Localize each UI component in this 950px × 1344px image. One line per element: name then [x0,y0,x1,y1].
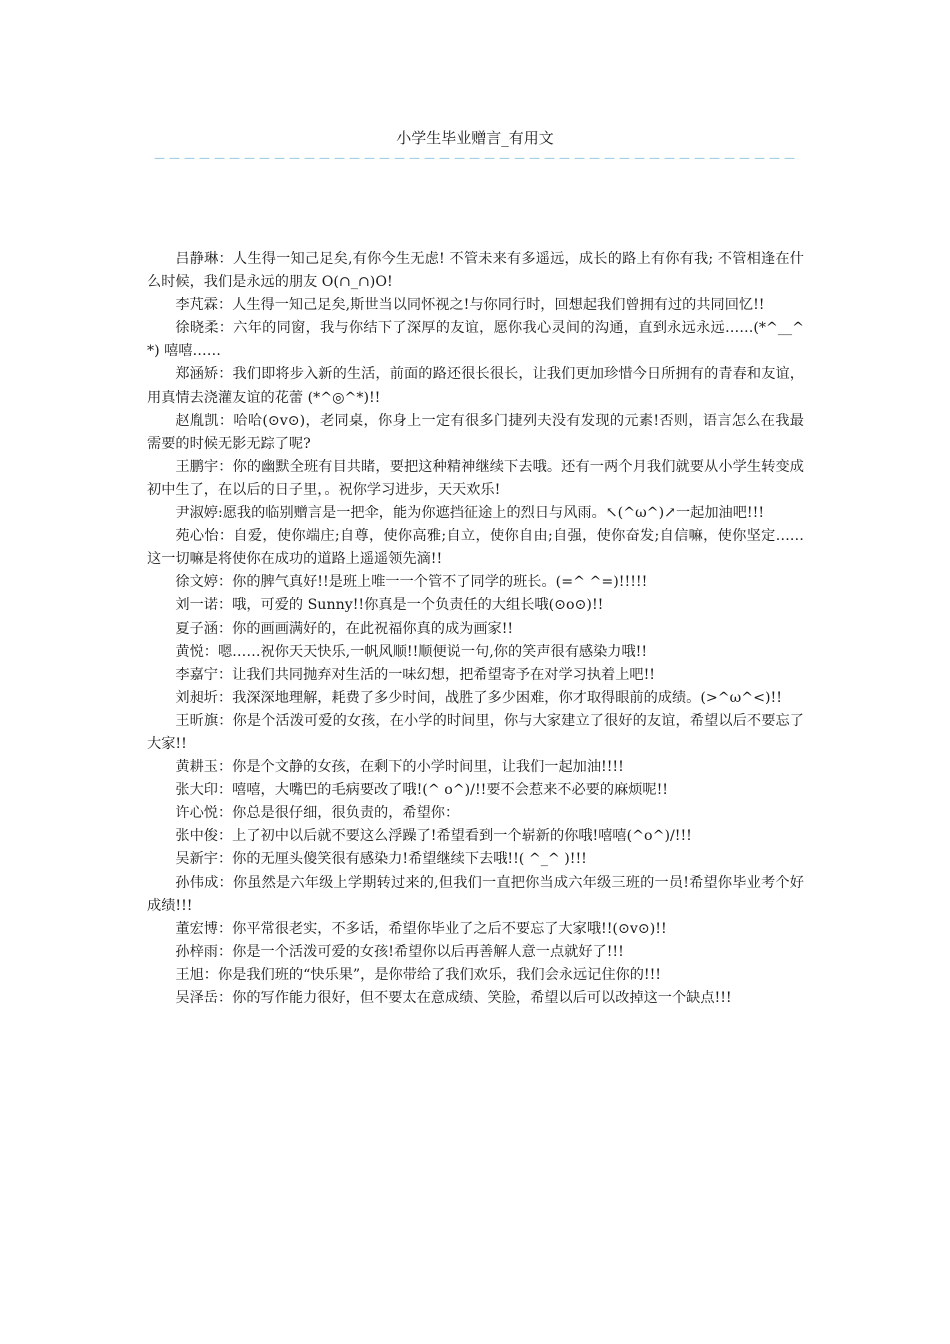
message-paragraph: 刘一诺：哦，可爱的 Sunny!!你真是一个负责任的大组长哦(⊙o⊙)!! [175,597,604,614]
document-body [147,248,804,1010]
message-paragraph: 许心悦：你总是很仔细，很负责的，希望你： [175,805,460,822]
message-paragraph: 王旭：你是我们班的“快乐果”，是你带给了我们欢乐，我们会永远记住你的!!! [175,966,662,983]
message-paragraph: 赵胤凯：哈哈(⊙v⊙)，老同桌，你身上一定有很多门捷列夫没有发现的元素!否则，语言怎么在我最需要的时候无影无踪了呢? [147,412,804,452]
message-paragraph: 夏子涵：你的画画满好的，在此祝福你真的成为画家!! [175,620,514,637]
message-paragraph: 徐文婷：你的脾气真好!!是班上唯一一个管不了同学的班长。(=^ ^=)!!!!! [175,574,648,591]
message-paragraph: 董宏博：你平常很老实，不多话，希望你毕业了之后不要忘了大家哦!!(⊙v⊙)!! [175,920,667,937]
message-paragraph: 苑心怡：自爱，使你端庄;自尊，使你高雅;自立，使你自由;自强，使你奋发;自信嘛，使你坚定……这一切嘛是将使你在成功的道路上遥遥领先滴!! [147,528,804,568]
message-paragraph: 黄耕玉：你是个文静的女孩，在剩下的小学时间里，让我们一起加油!!!! [175,759,624,776]
message-paragraph: 吴泽岳：你的写作能力很好，但不要太在意成绩、笑脸，希望以后可以改掉这一个缺点!!! [175,990,732,1006]
title-underline-rule: －－－－－－－－－－－－－－－－－－－－－－－－－－－－－－－－－－－－－－－－－－－ [152,152,798,167]
message-paragraph: 郑涵矫：我们即将步入新的生活，前面的路还很长很长，让我们更加珍惜今日所拥有的青春和友谊，用真情去浇灌友谊的花蕾 (*^◎^*)!! [147,366,804,406]
message-paragraph: 张大印：嘻嘻，大嘴巴的毛病要改了哦!(^ o^)/!!要不会惹来不必要的麻烦呢!! [175,782,669,799]
document-title: 小学生毕业赠言_有用文 [396,129,554,147]
message-paragraph: 孙梓雨：你是一个活泼可爱的女孩!希望你以后再善解人意一点就好了!!! [175,943,624,960]
message-paragraph: 尹淑婷:愿我的临别赠言是一把伞，能为你遮挡征途上的烈日与风雨。↖(^ω^)↗一起加油吧!!! [175,505,765,522]
message-paragraph: 李嘉宁：让我们共同抛弃对生活的一味幻想，把希望寄予在对学习执着上吧!! [175,666,655,683]
message-paragraph: 黄悦：嗯……祝你天天快乐,一帆风顺!!顺便说一句,你的笑声很有感染力哦!! [175,643,648,660]
message-paragraph: 张中俊：上了初中以后就不要这么浮躁了!希望看到一个崭新的你哦!嘻嘻(^o^)/!!! [175,828,692,845]
message-paragraph: 徐晓柔：六年的同窗，我与你结下了深厚的友谊，愿你我心灵间的沟通，直到永远永远……(*^__^*) 嘻嘻…… [147,320,804,360]
message-paragraph: 孙伟成：你虽然是六年级上学期转过来的,但我们一直把你当成六年级三班的一员!希望你毕业考个好成绩!!! [147,874,804,914]
message-paragraph: 吴新宇：你的无厘头傻笑很有感染力!希望继续下去哦!!( ^_^ )!!! [175,851,587,868]
message-paragraph: 李芃霖：人生得一知己足矣,斯世当以同怀视之!与你同行时，回想起我们曾拥有过的共同回忆!! [175,297,765,314]
message-paragraph: 刘昶圻：我深深地理解，耗费了多少时间，战胜了多少困难，你才取得眼前的成绩。(>^ω^<)!! [175,689,782,706]
message-paragraph: 吕静琳：人生得一知己足矣,有你今生无虑! 不管未来有多遥远，成长的路上有你有我; 不管相逢在什么时候，我们是永远的朋友 O(∩_∩)O! [147,251,804,291]
message-paragraph: 王昕旗：你是个活泼可爱的女孩，在小学的时间里，你与大家建立了很好的友谊，希望以后不要忘了大家!! [147,712,804,752]
message-paragraph: 王鹏宇：你的幽默全班有目共睹，要把这种精神继续下去哦。还有一两个月我们就要从小学生转变成初中生了，在以后的日子里，。祝你学习进步，天天欢乐! [147,458,804,498]
